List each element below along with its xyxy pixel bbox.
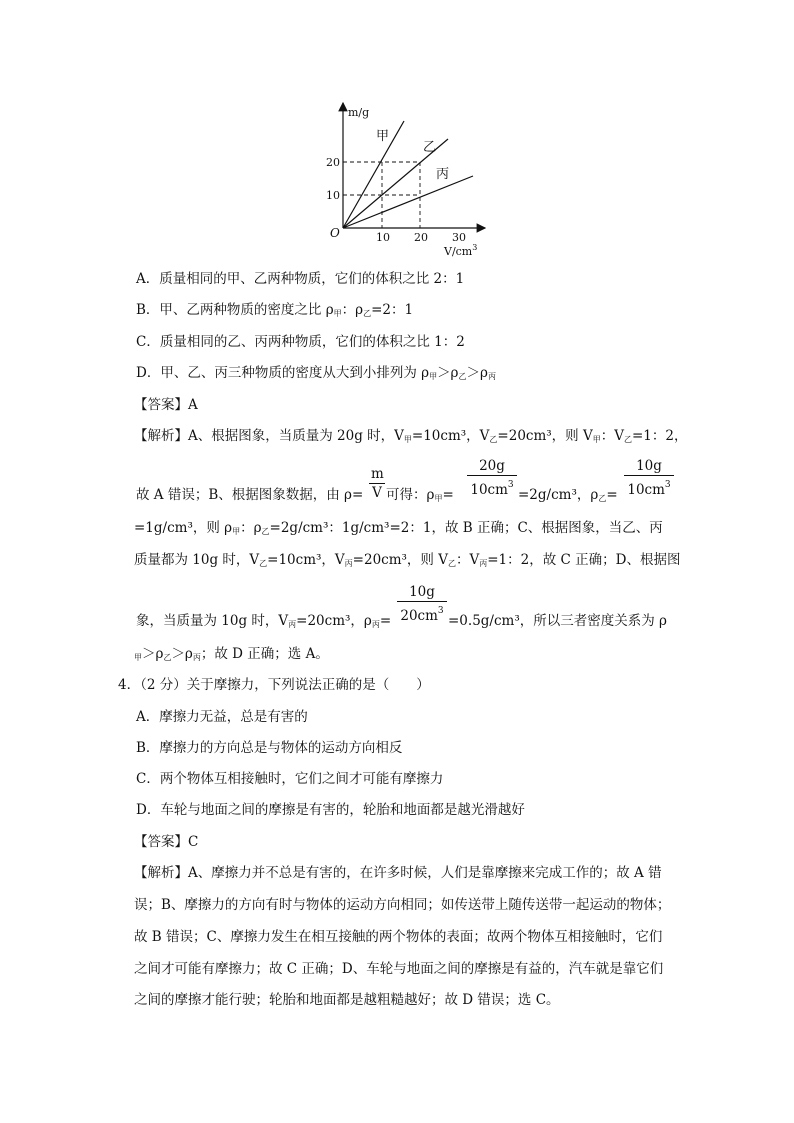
fraction-10g-over-20cm3	[397, 584, 447, 624]
explanation-line: 【解析】A、摩擦力并不总是有害的，在许多时候，人们是靠摩擦来完成工作的；故 A 错	[134, 865, 662, 881]
explanation-line: =0.5g/cm³，所以三者密度关系为 ρ	[448, 613, 667, 629]
explanation-line: 质量都为 10g 时，$V_乙=10cm^3$，$V_丙=20cm^3$，则 $V_乙$：$V_丙=1$：2，故 C 正确；D、根据图	[134, 552, 681, 568]
y-tick-label: 20	[326, 156, 340, 169]
explanation-line: 【解析】A、根据图象，当质量为 20g 时，$V_甲=10cm^3$，$V_乙=20cm^3$，则 $V_甲$：$V_乙=1$：2，	[134, 428, 688, 444]
x-axis-label: $V/cm^3$	[444, 243, 478, 258]
fraction-numerator: m	[371, 466, 384, 482]
fraction-numerator: 10g	[397, 584, 447, 602]
fraction-denominator: $20cm^3$	[400, 606, 444, 624]
explanation-line: 故 B 错误；C、摩擦力发生在相互接触的两个物体的表面；故两个物体互相接触时，它们	[134, 929, 663, 945]
x-tick-label: 30	[452, 231, 466, 244]
explanation-line: 误；B、摩擦力的方向有时与物体的运动方向相同；如传送带上随传送带一起运动的物体；	[134, 897, 671, 913]
line-label-yi: 乙	[423, 140, 437, 155]
mass-volume-graph	[0, 0, 794, 270]
option-b: B．甲、乙两种物质的密度之比 $\rho_甲$：$\rho_乙=2$：1	[136, 302, 414, 318]
option-b: B．摩擦力的方向总是与物体的运动方向相反	[136, 740, 403, 756]
origin-label: O	[330, 226, 340, 240]
answer-label: 【答案】A	[134, 397, 198, 413]
explanation-line: 之间的摩擦才能行驶；轮胎和地面都是越粗糙越好；故 D 错误；选 C。	[134, 992, 560, 1008]
fraction-10g-over-10cm3	[624, 458, 674, 498]
explanation-line: 之间才可能有摩擦力；故 C 正确；D、车轮与地面之间的摩擦是有益的，汽车就是靠它们	[134, 961, 664, 977]
line-label-bing: 丙	[436, 167, 450, 182]
answer-label: 【答案】C	[134, 834, 199, 850]
x-tick-label: 10	[376, 231, 390, 244]
option-c: C．两个物体互相接触时，它们之间才可能有摩擦力	[136, 771, 444, 787]
fraction-denominator: V	[372, 485, 382, 501]
option-d: D．甲、乙、丙三种物质的密度从大到小排列为 $\rho_甲>\rho_乙>\rho_丙$	[136, 365, 496, 381]
x-tick-label: 20	[414, 231, 428, 244]
explanation-line: =1g/cm³，则 $\rho_甲$：$\rho_乙=2g$/cm³：1g/cm³=2：1，故 B 正确；C、根据图象，当乙、丙	[134, 520, 663, 536]
explanation-line: 象，当质量为 10g 时，$V_丙=20cm^3$，$\rho_丙=$	[136, 613, 392, 629]
fraction-numerator: 10g	[624, 458, 674, 476]
fraction-denominator: $10cm^3$	[627, 480, 671, 498]
explanation-line: $_甲>\rho_乙>\rho_丙$；故 D 正确；选 A。	[134, 646, 329, 662]
question-4: 4．（2 分）关于摩擦力，下列说法正确的是（ ）	[118, 677, 430, 693]
fraction-numerator: 20g	[467, 458, 517, 476]
explanation-line: 可得：$\rho_甲=$	[386, 487, 454, 503]
fraction-denominator: $10cm^3$	[470, 480, 514, 498]
option-a: A．质量相同的甲、乙两种物质，它们的体积之比 2：1	[136, 271, 465, 287]
line-jia	[343, 121, 404, 228]
option-c: C．质量相同的乙、丙两种物质，它们的体积之比 1：2	[136, 334, 465, 350]
line-label-jia: 甲	[376, 129, 390, 144]
line-bing	[343, 176, 473, 228]
explanation-line: 故 A 错误；B、根据图象数据，由 ρ=	[136, 487, 364, 503]
explanation-line: =2g/cm³，$\rho_乙=$	[518, 487, 618, 503]
fraction-20g-over-10cm3	[467, 458, 517, 498]
y-axis-label: m/g	[348, 106, 370, 119]
option-a: A．摩擦力无益，总是有害的	[136, 709, 308, 725]
y-tick-label: 10	[326, 189, 340, 202]
fraction-m-over-v	[369, 466, 385, 501]
option-d: D．车轮与地面之间的摩擦是有害的，轮胎和地面都是越光滑越好	[136, 802, 525, 818]
